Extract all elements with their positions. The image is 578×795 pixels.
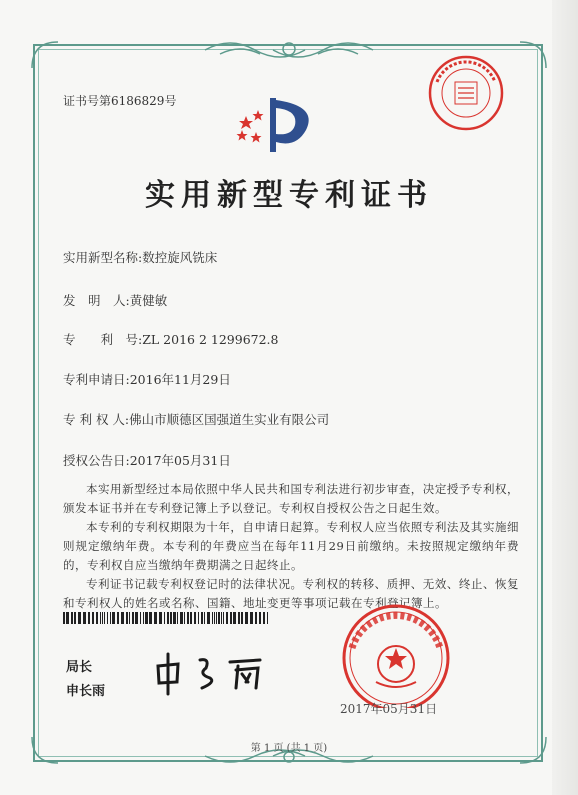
corner-ornament-icon [518, 40, 548, 70]
field-value: 2017年05月31日 [129, 453, 231, 468]
field-value: ZL 2016 2 1299672.8 [142, 332, 279, 347]
field-label: 发 明 人: [63, 293, 130, 308]
field-label: 授权公告日: [63, 453, 130, 468]
top-seal-stamp-icon [425, 52, 507, 134]
seal-date: 2017年05月31日 [340, 702, 438, 716]
director-signature-icon [150, 648, 280, 698]
field-inventor [63, 291, 167, 309]
field-label: 专利申请日: [63, 372, 130, 387]
top-ornament-icon [200, 36, 378, 62]
body-paragraph: 本实用新型经过本局依照中华人民共和国专利法进行初步审查，决定授予专利权，颁发本证书并在专利登记簿上予以登记。专利权自授权公告之日起生效。 [63, 482, 519, 515]
director-title: 局长 [66, 660, 93, 675]
field-label: 专 利 号: [63, 332, 143, 347]
patent-office-seal-icon [330, 598, 462, 708]
field-value: 佛山市顺德区国强道生实业有限公司 [129, 412, 330, 427]
field-patentee [63, 410, 329, 428]
field-label: 实用新型名称: [63, 250, 143, 265]
body-paragraph: 专利证书记载专利权登记时的法律状况。专利权的转移、质押、无效、终止、恢复和专利权人的姓名或名称、国籍、地址变更等事项记载在专利登记簿上。 [63, 577, 519, 610]
field-value: 数控旋风铣床 [142, 250, 218, 265]
field-value: 黄健敏 [129, 293, 168, 308]
page-edge-shadow [552, 0, 578, 795]
field-patent-number [63, 330, 279, 348]
certificate-body [63, 480, 519, 613]
field-value: 2016年11月29日 [129, 372, 231, 387]
certificate-title: 实用新型专利证书 [145, 178, 433, 213]
barcode-icon [63, 612, 273, 626]
field-utility-model-name [63, 248, 217, 266]
patent-office-logo-icon [232, 92, 322, 156]
certificate-number: 证书号第6186829号 [63, 94, 177, 108]
corner-ornament-icon [30, 40, 60, 70]
director-name: 申长雨 [66, 684, 106, 699]
field-label: 专 利 权 人: [63, 412, 130, 427]
field-grant-date [63, 451, 231, 469]
body-paragraph: 本专利的专利权期限为十年，自申请日起算。专利权人应当依照专利法及其实施细则规定缴纳年费。本专利的年费应当在每年11月29日前缴纳。未按照规定缴纳年费的，专利权自应当缴纳年费期满之日起终止。 [63, 520, 519, 572]
field-application-date [63, 370, 231, 388]
page-number: 第 1 页 (共 1 页) [250, 743, 328, 754]
